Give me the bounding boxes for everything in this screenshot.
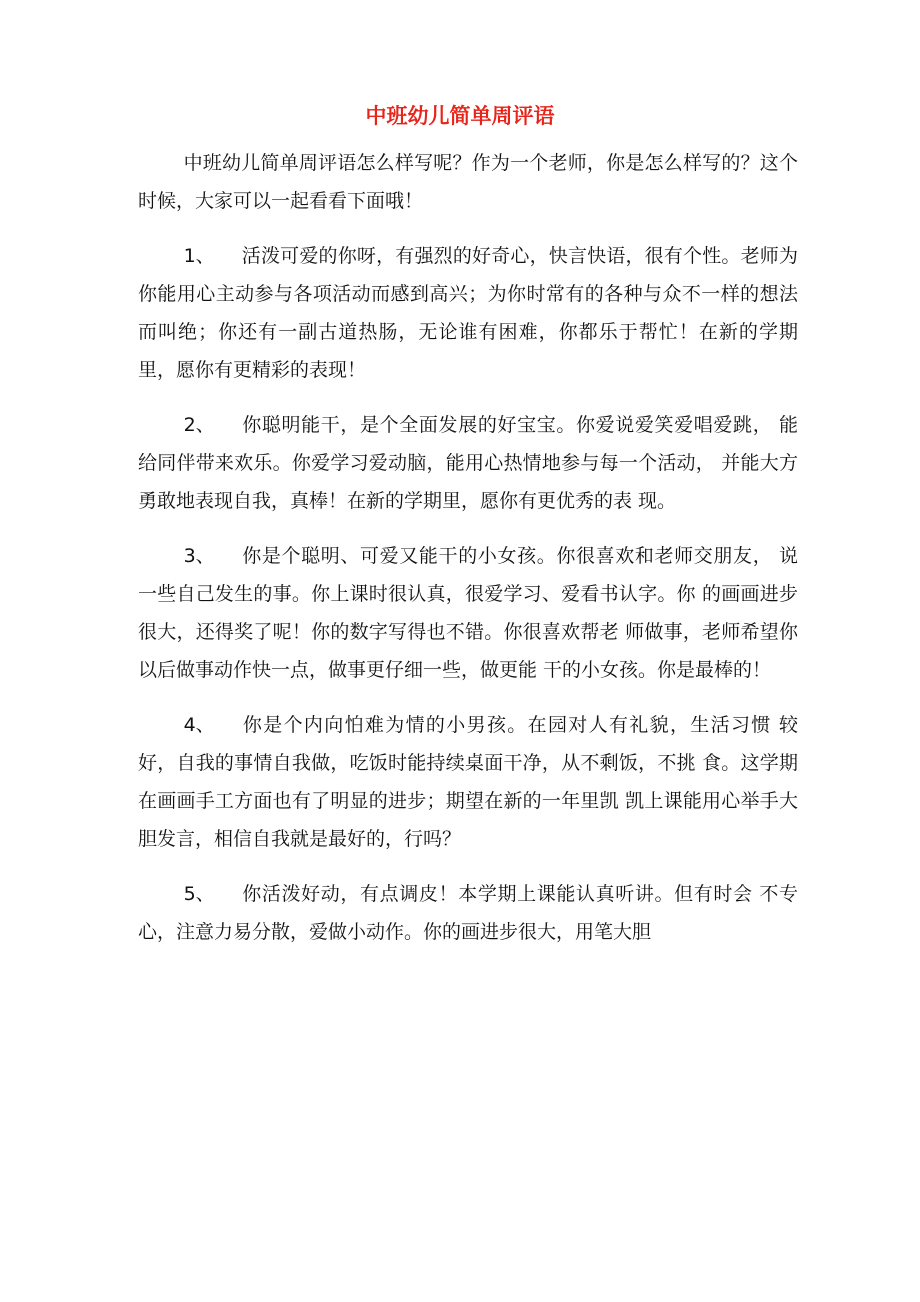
item-text: 你是个聪明、可爱又能干的小女孩。你很喜欢和老师交朋友， 说一些自己发生的事。你上课时很认真，很爱学习、爱看书认字。你 的画画进步很大，还得奖了呢！你的数字写得也不错。你很喜欢帮老 师做事，老师希望你以后做事动作快一点，做事更仔细一些，做更能 干的小女孩。你是最棒的！ <box>138 545 798 681</box>
document-body <box>138 144 798 968</box>
comment-item-1 <box>138 237 798 389</box>
comment-item-2 <box>138 406 798 520</box>
item-text: 你是个内向怕难为情的小男孩。在园对人有礼貌，生活习惯 较好，自我的事情自我做，吃饭时能持续桌面干净，从不剩饭，不挑 食。这学期在画画手工方面也有了明显的进步；期望在新的一年里凯 凯上课能用心举手大胆发言，相信自我就是最好的，行吗？ <box>138 714 798 850</box>
comment-item-5 <box>138 875 798 951</box>
comment-item-4 <box>138 706 798 858</box>
item-number: 4、 <box>183 714 215 736</box>
document-title: 中班幼儿简单周评语 <box>365 103 555 128</box>
intro-paragraph: 中班幼儿简单周评语怎么样写呢？作为一个老师，你是怎么样写的？这个时候，大家可以一起看看下面哦！ <box>138 152 798 212</box>
item-text: 你活泼好动，有点调皮！本学期上课能认真听讲。但有时会 不专心，注意力易分散，爱做小动作。你的画进步很大，用笔大胆 <box>138 883 798 943</box>
item-number: 1、 <box>183 245 215 267</box>
item-number: 3、 <box>183 545 215 567</box>
item-number: 5、 <box>183 883 215 905</box>
item-text: 活泼可爱的你呀，有强烈的好奇心，快言快语，很有个性。老师为你能用心主动参与各项活动而感到高兴；为你时常有的各种与众不一样的想法而叫绝；你还有一副古道热肠，无论谁有困难，你都乐于帮忙！在新的学期里，愿你有更精彩的表现！ <box>138 245 798 381</box>
item-text: 你聪明能干，是个全面发展的好宝宝。你爱说爱笑爱唱爱跳， 能给同伴带来欢乐。你爱学习爱动脑，能用心热情地参与每一个活动， 并能大方勇敢地表现自我，真棒！在新的学期里，愿你有更优秀的表 现。 <box>138 414 798 512</box>
item-number: 2、 <box>183 414 215 436</box>
comment-item-3 <box>138 537 798 689</box>
